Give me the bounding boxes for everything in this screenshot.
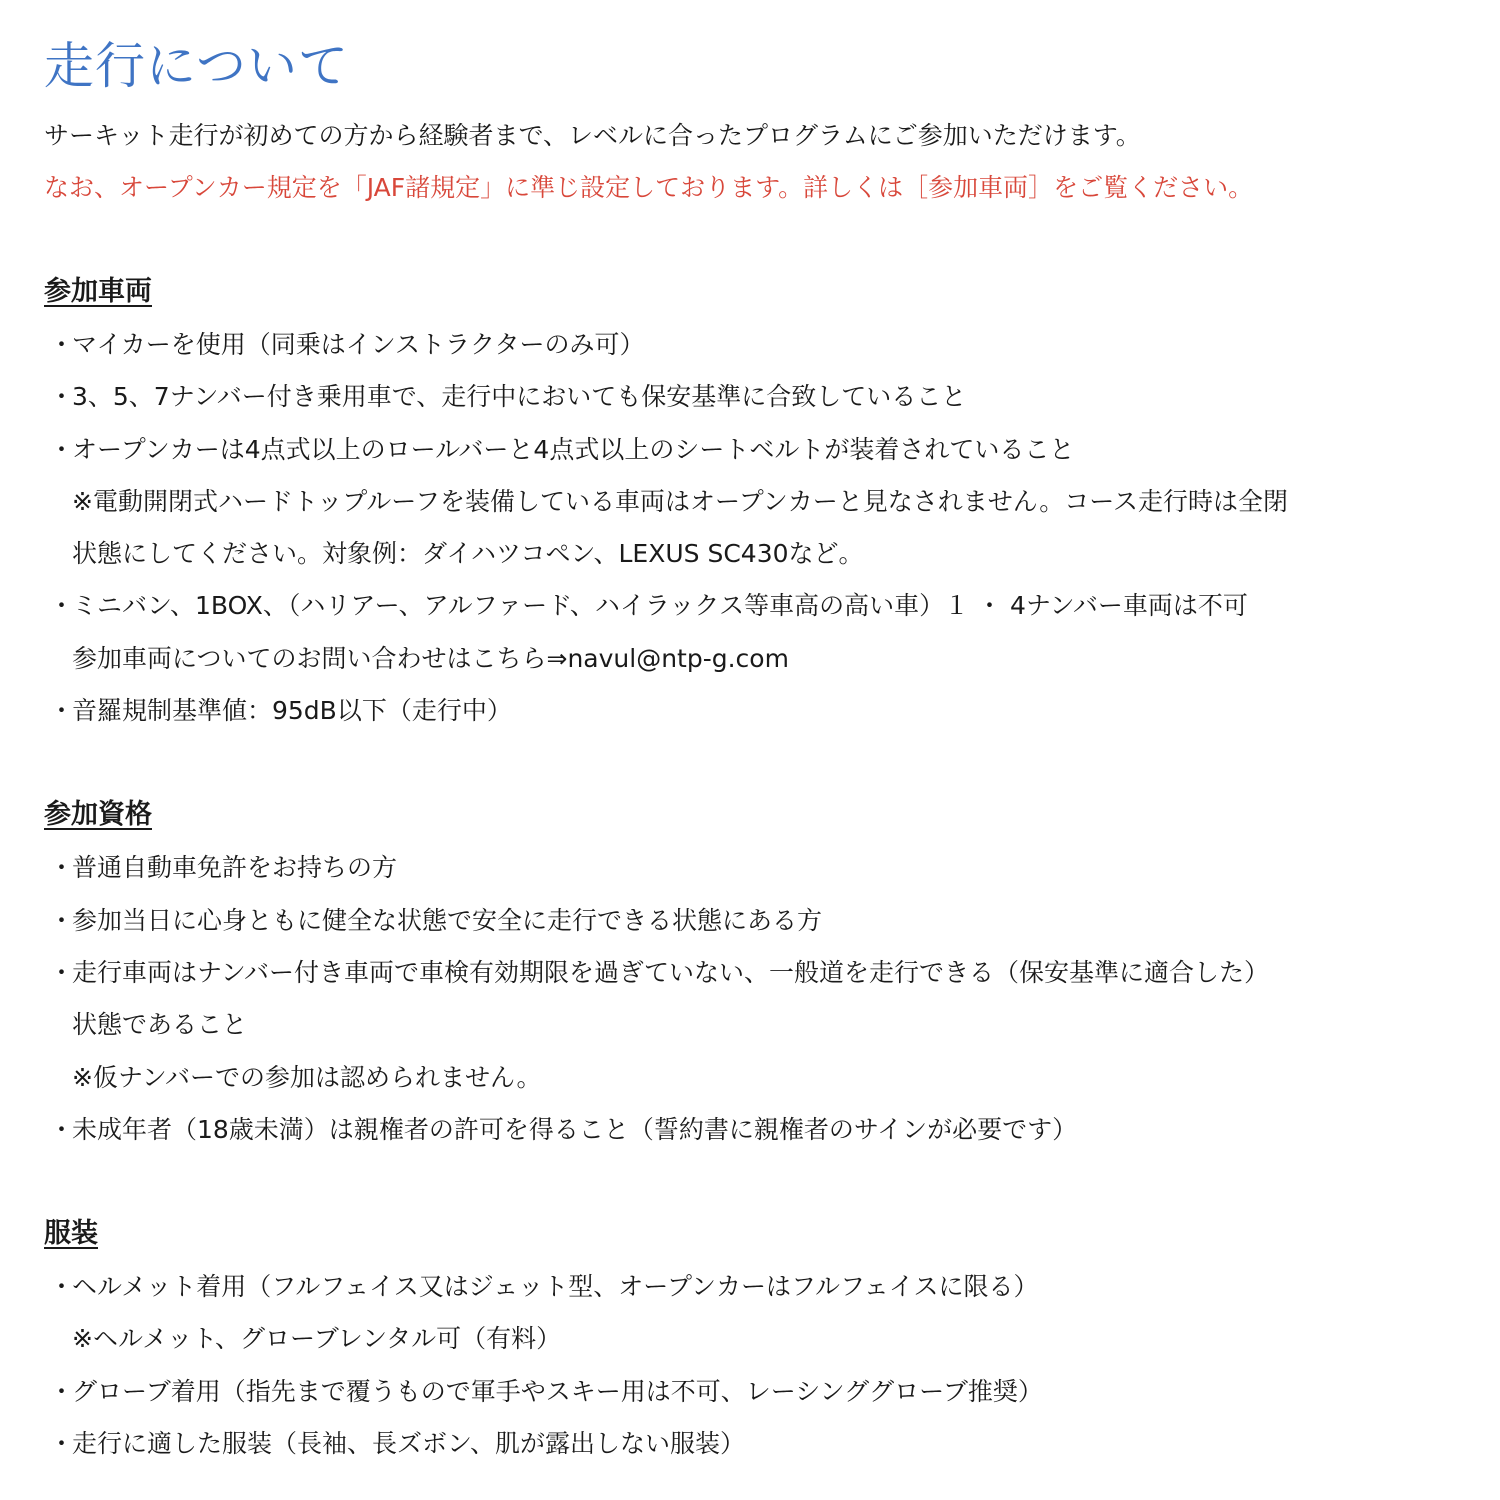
section-heading: 服装 — [44, 1218, 98, 1250]
list-item — [44, 371, 1474, 423]
list-item — [44, 895, 1474, 947]
list-item-text: 状態であること — [72, 1010, 248, 1040]
notice-text: なお、オープンカー規定を「JAF諸規定」に準じ設定しております。詳しくは［参加車両］をご覧ください。 — [44, 173, 1254, 202]
item-list — [44, 842, 1474, 1156]
bullet-mark: ・ — [49, 591, 75, 621]
list-item-text: ミニバン、1BOX、（ハリアー、アルファード、ハイラックス等車高の高い車）１ ・ 4ナンバー車両は不可 — [72, 591, 1248, 621]
section-3 — [44, 1208, 1474, 1470]
content-page — [44, 30, 1474, 1470]
list-item-text: 参加車両についてのお問い合わせはこちら⇒navul@ntp-g.com — [72, 643, 789, 673]
section-2 — [44, 789, 1474, 1156]
bullet-mark: ・ — [49, 1272, 75, 1302]
list-item-text: 状態にしてください。対象例：ダイハツコペン、LEXUS SC430など。 — [72, 539, 864, 569]
item-list — [44, 319, 1474, 737]
list-item-text: 参加当日に心身ともに健全な状態で安全に走行できる状態にある方 — [72, 905, 823, 935]
bullet-mark: ・ — [49, 1114, 75, 1144]
list-item-text: 普通自動車免許をお持ちの方 — [72, 853, 398, 883]
bullet-mark: ・ — [49, 434, 75, 464]
list-item-text: ※ヘルメット、グローブレンタル可（有料） — [72, 1324, 562, 1354]
list-item-text: 3、5、7ナンバー付き乗用車で、走行中においても保安基準に合致していること — [72, 382, 967, 412]
list-item — [44, 580, 1474, 685]
bullet-mark: ・ — [49, 1429, 75, 1459]
list-item-text: マイカーを使用（同乗はインストラクターのみ可） — [72, 330, 645, 359]
page-title: 走行について — [44, 37, 349, 95]
list-item-text: 走行車両はナンバー付き車両で車検有効期限を過ぎていない、一般道を走行できる（保安基準に適合した） — [72, 957, 1270, 987]
list-item-text: ※仮ナンバーでの参加は認められません。 — [72, 1062, 542, 1092]
list-item — [44, 685, 1474, 737]
list-item — [44, 1366, 1474, 1418]
list-item — [44, 1418, 1474, 1470]
list-item — [44, 947, 1474, 1104]
item-list — [44, 1261, 1474, 1470]
section-heading: 参加車両 — [44, 276, 152, 307]
list-item — [44, 319, 1474, 371]
sections-container — [44, 266, 1474, 1470]
list-item-text: 走行に適した服装（長袖、長ズボン、肌が露出しない服装） — [72, 1429, 746, 1459]
list-item-text: ※電動開閉式ハードトップルーフを装備している車両はオープンカーと見なされません。コース走行時は全閉 — [72, 486, 1288, 516]
list-item-text: グローブ着用（指先まで覆うもので軍手やスキー用は不可、レーシンググローブ推奨） — [72, 1376, 1043, 1406]
bullet-mark: ・ — [49, 696, 75, 726]
list-item-text: ヘルメット着用（フルフェイス又はジェット型、オープンカーはフルフェイスに限る） — [72, 1272, 1039, 1302]
list-item — [44, 842, 1474, 894]
list-item-text: オープンカーは4点式以上のロールバーと4点式以上のシートベルトが装着されていること — [72, 434, 1075, 464]
bullet-mark: ・ — [49, 330, 75, 359]
bullet-mark: ・ — [49, 382, 75, 412]
bullet-mark: ・ — [49, 853, 75, 883]
section-heading: 参加資格 — [44, 799, 152, 831]
intro-text: サーキット走行が初めての方から経験者まで、レベルに合ったプログラムにご参加いただけます。 — [44, 121, 1141, 150]
bullet-mark: ・ — [49, 905, 75, 935]
list-item — [44, 1261, 1474, 1366]
list-item — [44, 424, 1474, 581]
bullet-mark: ・ — [49, 1376, 75, 1406]
list-item-text: 音羅規制基準値：95dB以下（走行中） — [72, 696, 512, 726]
list-item-text: 未成年者（18歳未満）は親権者の許可を得ること（誓約書に親権者のサインが必要です） — [72, 1114, 1078, 1144]
section-1 — [44, 266, 1474, 737]
bullet-mark: ・ — [49, 957, 75, 987]
list-item — [44, 1104, 1474, 1156]
